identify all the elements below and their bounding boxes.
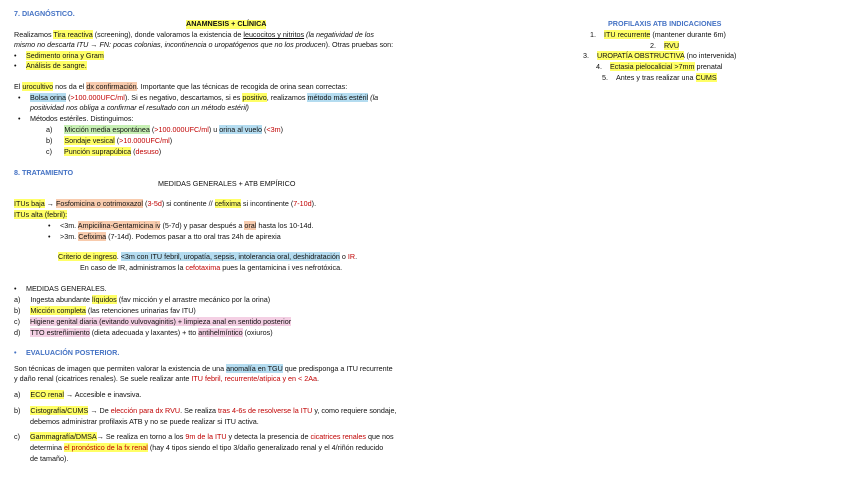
eval-gammagrafia: c) Gammagrafía/DMSA→ Se realiza en torno a los 9m de la ITU y detecta la presencia de cicatrices renales que nos: [14, 432, 394, 441]
bolsa-line2: positividad nos obliga a confirmar el resultado con un método estéril): [30, 103, 249, 112]
bullet-sedimento: • Sedimento orina y Gram: [26, 52, 104, 61]
medidas-atb-heading: MEDIDAS GENERALES + ATB EMPÍRICO: [158, 179, 296, 188]
paragraph-tira-reactiva: Realizamos Tira reactiva (screening), donde valoramos la existencia de leucocitos y nitritos (la negatividad de los: [14, 30, 374, 39]
profilaxis-item-3: 3. UROPATÍA OBSTRUCTIVA (no intervenida): [583, 51, 737, 60]
eval-gammagrafia-line2: determina el pronóstico de la fx renal (hay 4 tipos siendo el tipo 3/daño generalizado renal y el 4/riñón reducido: [30, 443, 384, 452]
medidas-generales-heading: • MEDIDAS GENERALES.: [26, 285, 107, 294]
eval-eco: a) ECO renal → Accesible e inavsiva.: [14, 390, 142, 399]
section-7-heading: 7. DIAGNÓSTICO.: [14, 9, 75, 18]
criterio-ingreso: Criterio de ingreso. <3m con ITU febril, uropatía, sepsis, intolerancia oral, deshidratación o IR.: [58, 252, 358, 261]
profilaxis-item-2: 2. RVU: [650, 41, 680, 50]
eval-cistografia-line2: debemos administrar profilaxis ATB y no se puede realizar si ITU activa.: [30, 417, 259, 426]
itu-alta-mayor-3m: • >3m. Cefixima (7-14d). Podemos pasar a tto oral tras 24h de apirexia: [60, 233, 281, 242]
metodo-a: a) Micción media espontánea (>100.000UFC/ml) u orina al vuelo (<3m): [46, 125, 283, 134]
metodo-b: b) Sondaje vesical (>10.000UFC/ml): [46, 136, 173, 145]
bullet-bolsa-orina: • Bolsa orina (>100.000UFC/ml). Si es negativo, descartamos, si es positivo, realizamos método más estéril (la: [30, 94, 378, 103]
paragraph-tira-line2: mismo no descarta ITU → FN: pocas colonias, incontinencia o uropatógenos que no los producen). Otras pruebas son:: [14, 40, 394, 49]
evaluacion-p1: Son técnicas de imagen que permiten valorar la existencia de una anomalía en TGU que predisponga a ITU recurrente: [14, 364, 393, 373]
profilaxis-item-1: 1. ITU recurrente (mantener durante 6m): [590, 30, 726, 39]
medida-c: c) Higiene genital diaria (evitando vulvovaginitis) + limpieza anal en sentido posterior: [14, 317, 292, 326]
evaluacion-p2: y daño renal (cicatrices renales). Se suele realizar ante ITU febril, recurrente/atípica y en < 2Aa.: [14, 374, 320, 383]
metodo-c: c) Punción suprapúbica (desuso): [46, 147, 162, 156]
evaluacion-heading: • EVALUACIÓN POSTERIOR.: [26, 349, 119, 358]
medida-d: d) TTO estreñimiento (dieta adecuada y laxantes) + tto antihelmíntico (oxiuros): [14, 328, 273, 337]
caso-ir: En caso de IR, administramos la cefotaxima pues la gentamicina i ves nefrotóxica.: [80, 263, 343, 272]
paragraph-urocultivo: El urocultivo nos da el dx confirmación. Importante que las técnicas de recogida de orina sean correctas:: [14, 82, 348, 91]
anamnesis-heading: ANAMNESIS + CLÍNICA: [186, 19, 267, 28]
medida-a: a) Ingesta abundante líquidos (fav micción y el arrastre mecánico por la orina): [14, 295, 271, 304]
eval-gammagrafia-line3: de tamaño).: [30, 454, 69, 463]
itu-alta-menor-3m: • <3m. Ampicilina-Gentamicina iv (5-7d) y pasar después a oral hasta los 10-14d.: [60, 222, 314, 231]
medida-b: b) Micción completa (las retenciones urinarias fav ITU): [14, 306, 196, 315]
profilaxis-item-5: 5. Antes y tras realizar una CUMS: [602, 73, 717, 82]
bullet-analisis: • Análisis de sangre.: [26, 62, 87, 71]
section-8-heading: 8. TRATAMIENTO: [14, 168, 74, 177]
eval-cistografia: b) Cistografía/CUMS → De elección para dx RVU. Se realiza tras 4-6s de resolverse la ITU y, como requiere sondaje,: [14, 406, 397, 415]
itu-alta-line: ITUs alta (febril):: [14, 210, 68, 219]
bullet-metodos: • Métodos estériles. Distinguimos:: [30, 115, 133, 124]
itu-baja-line: ITUs baja → Fosfomicina o cotrimoxazol (3-5d) si continente // cefixima si incontinente (7-10d).: [14, 199, 317, 208]
profilaxis-heading: PROFILAXIS ATB INDICACIONES: [608, 19, 722, 28]
profilaxis-item-4: 4. Ectasia pielocalicial >7mm prenatal: [596, 62, 723, 71]
